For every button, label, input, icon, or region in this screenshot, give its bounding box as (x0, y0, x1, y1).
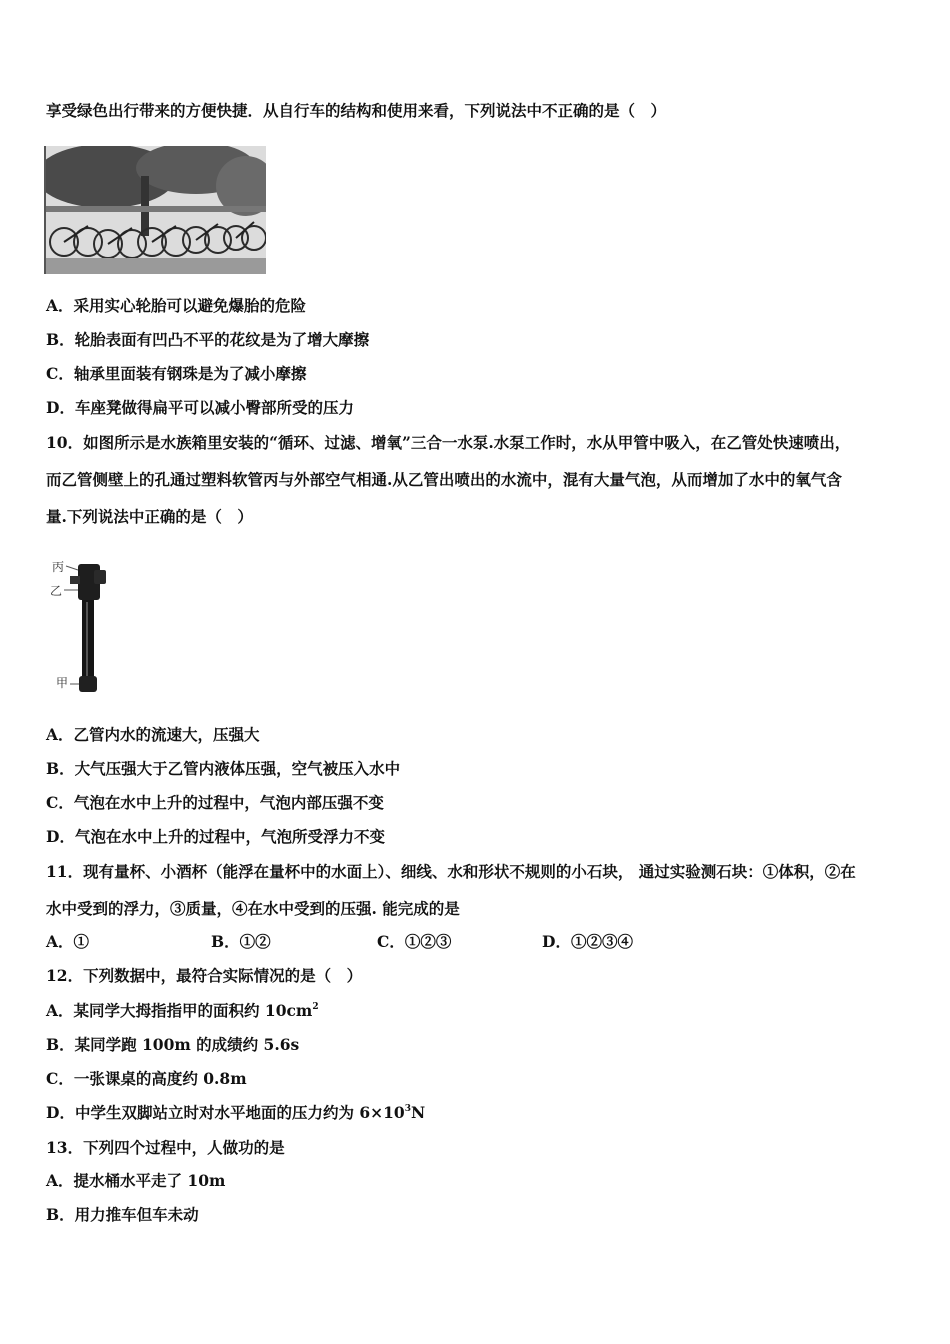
q12-option-a-superscript: 2 (312, 1002, 319, 1012)
q9-option-c: C．轴承里面装有钢珠是为了减小摩擦 (46, 364, 307, 383)
q11-stem-line2: 水中受到的浮力，③质量，④在水中受到的压强. 能完成的是 (46, 899, 460, 918)
q9-option-a: A．采用实心轮胎可以避免爆胎的危险 (46, 296, 307, 315)
label-bing: 丙 (52, 560, 65, 574)
q10-option-c: C．气泡在水中上升的过程中，气泡内部压强不变 (46, 793, 384, 812)
q12-option-d (46, 1103, 425, 1123)
q11-option-a: A．① (46, 932, 90, 951)
q11-option-d: D．①②③④ (542, 932, 633, 951)
bike-sharing-photo (44, 146, 266, 274)
q12-option-a (46, 1001, 319, 1021)
water-pump-figure (46, 552, 118, 700)
q10-stem-line3: 量.下列说法中正确的是（ ） (46, 507, 253, 526)
q13-stem: 13．下列四个过程中，人做功的是 (46, 1138, 285, 1157)
pump-drawing (46, 552, 118, 700)
q10-stem-line2: 而乙管侧壁上的孔通过塑料软管丙与外部空气相通.从乙管出喷出的水流中，混有大量气泡，从而增加了水中的氧气含 (46, 470, 842, 489)
bike-sharing-illustration (46, 146, 266, 274)
q11-stem-line1: 11．现有量杯、小酒杯（能浮在量杯中的水面上）、细线、水和形状不规则的小石块， 通过实验测石块：①体积，②在 (46, 862, 856, 881)
q10-option-a: A．乙管内水的流速大，压强大 (46, 725, 260, 744)
q13-option-a: A．提水桶水平走了 10m (46, 1171, 226, 1190)
q10-stem-line1: 10．如图所示是水族箱里安装的“循环、过滤、增氧”三合一水泵.水泵工作时，水从甲管中吸入，在乙管处快速喷出， (46, 433, 851, 452)
q12-stem: 12．下列数据中，最符合实际情况的是（ ） (46, 966, 363, 985)
q11-option-c: C．①②③ (377, 932, 452, 951)
q12-option-d-text: D．中学生双脚站立时对水平地面的压力约为 6×10 (46, 1103, 405, 1122)
q10-option-d: D．气泡在水中上升的过程中，气泡所受浮力不变 (46, 827, 385, 846)
label-jia: 甲 (56, 676, 69, 690)
q12-option-b: B．某同学跑 100m 的成绩约 5.6s (46, 1035, 300, 1054)
q12-option-d-superscript: 3 (404, 1104, 411, 1114)
q11-option-b: B．①② (211, 932, 271, 951)
q12-option-d-unit: N (410, 1103, 426, 1122)
q13-option-b: B．用力推车但车未动 (46, 1205, 199, 1224)
q12-option-a-text: A．某同学大拇指指甲的面积约 10cm (46, 1001, 313, 1020)
q12-option-c: C．一张课桌的高度约 0.8m (46, 1069, 247, 1088)
q10-option-b: B．大气压强大于乙管内液体压强，空气被压入水中 (46, 759, 401, 778)
q9-stem: 享受绿色出行带来的方便快捷．从自行车的结构和使用来看，下列说法中不正确的是（ ） (46, 101, 667, 120)
q9-option-b: B．轮胎表面有凹凸不平的花纹是为了增大摩擦 (46, 330, 370, 349)
label-yi: 乙 (50, 584, 63, 598)
q9-option-d: D．车座凳做得扁平可以减小臀部所受的压力 (46, 398, 354, 417)
